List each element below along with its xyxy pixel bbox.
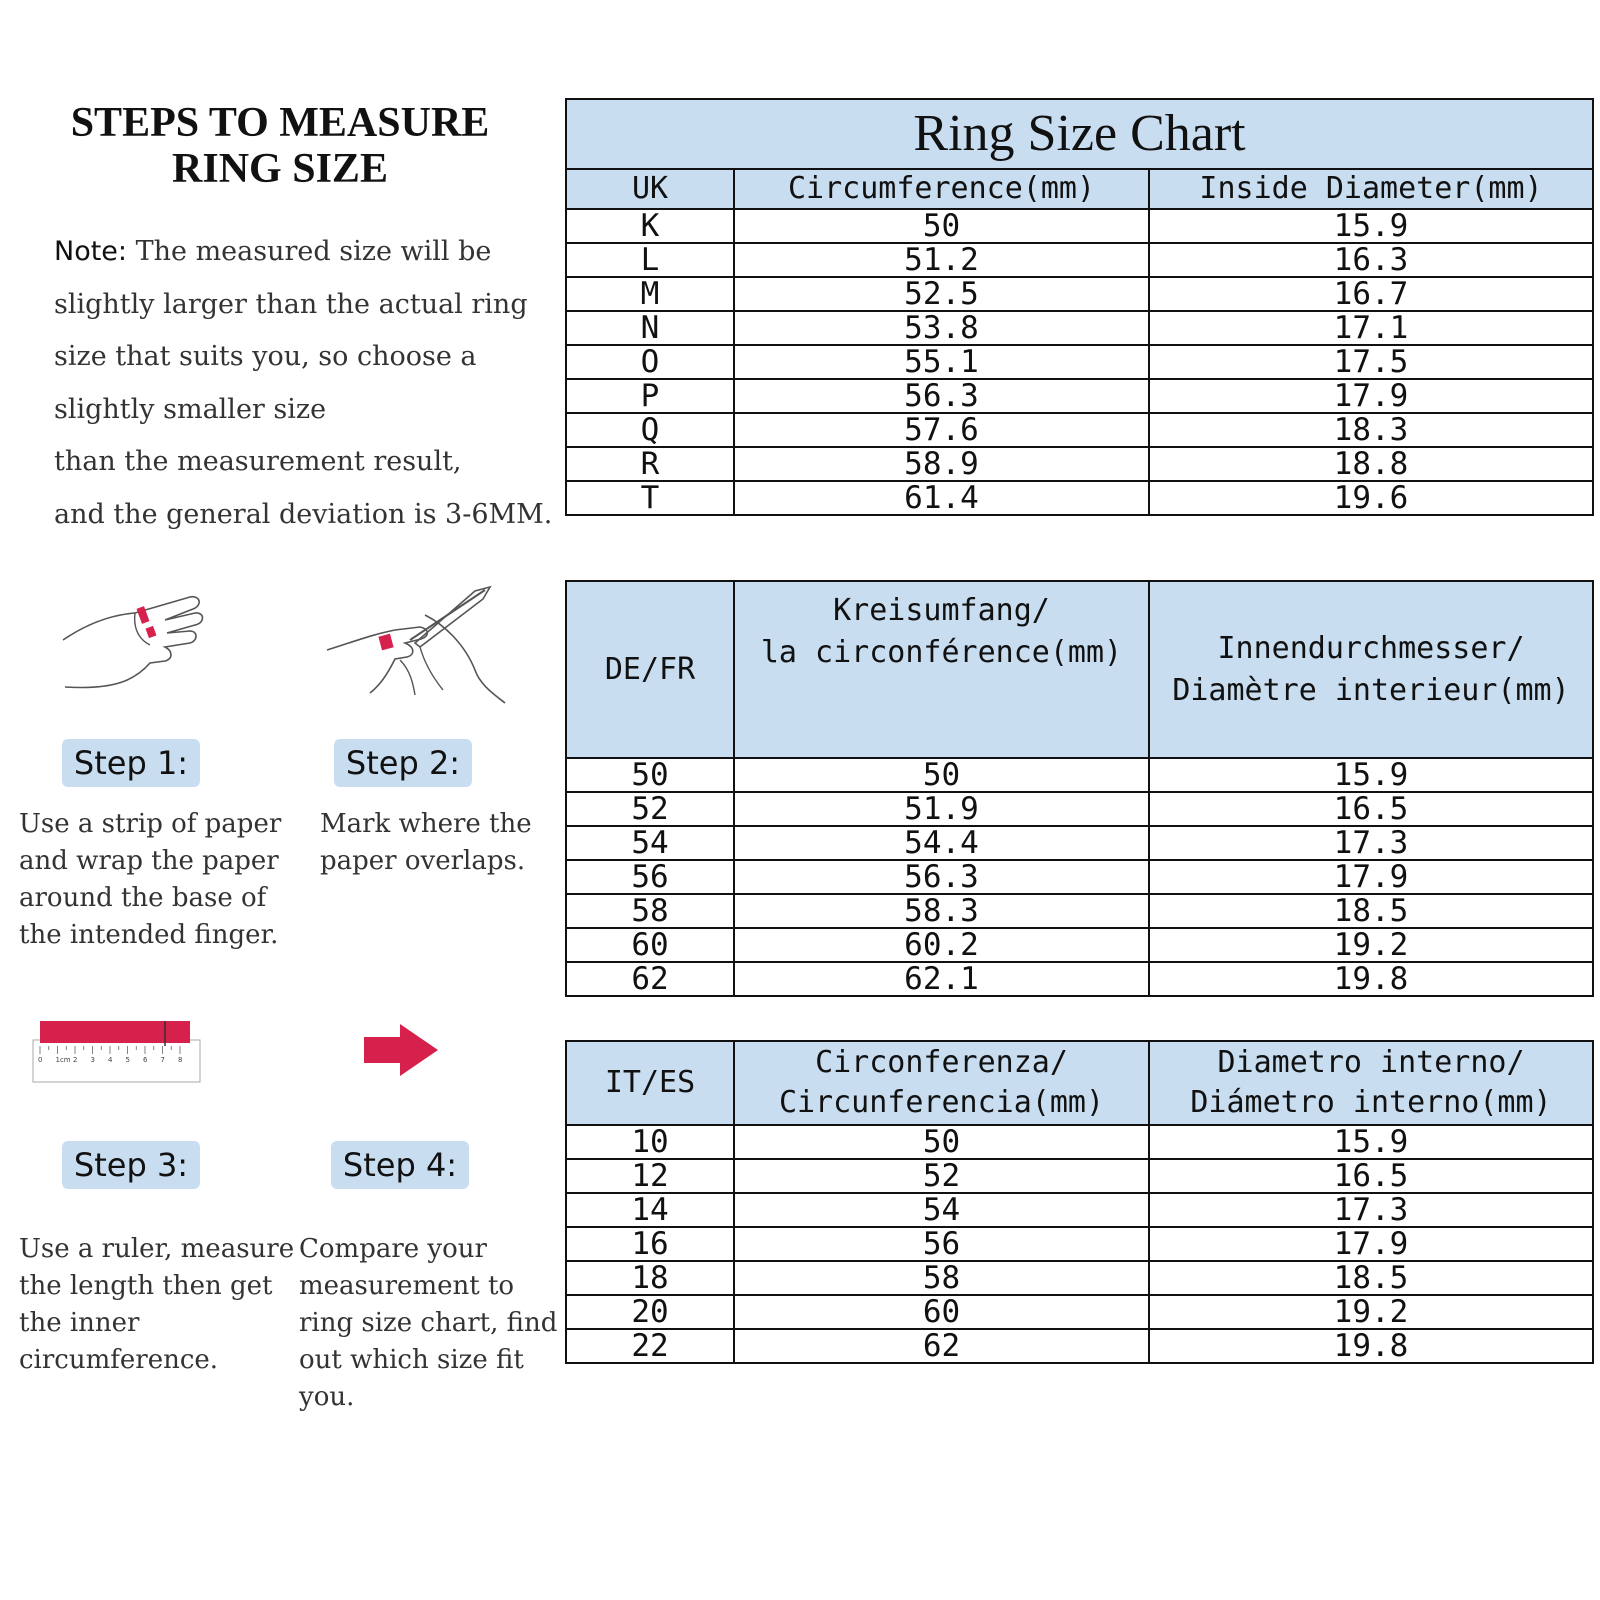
table-cell: 62 [566, 962, 734, 996]
table-cell: 15.9 [1149, 1125, 1593, 1159]
table-cell: 17.5 [1149, 345, 1593, 379]
step-4-description [299, 1231, 557, 1416]
ites-table-body [566, 1125, 1593, 1363]
table-row [566, 345, 1593, 379]
table-cell: Q [566, 413, 734, 447]
page-title [20, 100, 540, 192]
column-header: Innendurchmesser/ Diamètre interieur(mm) [1149, 581, 1593, 758]
table-cell: 50 [566, 758, 734, 792]
table-cell: 17.3 [1149, 1193, 1593, 1227]
table-cell: 55.1 [734, 345, 1149, 379]
table-cell: 52.5 [734, 277, 1149, 311]
ruler-label: 3 [90, 1056, 95, 1064]
table-cell: 50 [734, 758, 1149, 792]
table-cell: 18.3 [1149, 413, 1593, 447]
title-line: STEPS TO MEASURE [70, 100, 490, 146]
table-cell: 51.2 [734, 243, 1149, 277]
table-cell: 14 [566, 1193, 734, 1227]
table-cell: T [566, 481, 734, 515]
column-header: UK [566, 169, 734, 209]
table-cell: 16.5 [1149, 792, 1593, 826]
table-row [566, 792, 1593, 826]
table-row [566, 860, 1593, 894]
table-row [566, 379, 1593, 413]
table-cell: 22 [566, 1329, 734, 1363]
step-desc-line: the inner [19, 1308, 140, 1338]
table-cell: 17.1 [1149, 311, 1593, 345]
table-cell: 61.4 [734, 481, 1149, 515]
table-cell: 58 [734, 1261, 1149, 1295]
table-cell: 16 [566, 1227, 734, 1261]
step-3-description [19, 1231, 294, 1379]
ruler-label: 8 [178, 1056, 183, 1064]
table-cell: 54 [566, 826, 734, 860]
note-text: size that suits you, so choose a [54, 341, 477, 372]
table-row [566, 894, 1593, 928]
table-row [566, 481, 1593, 515]
table-row [566, 826, 1593, 860]
table-cell: R [566, 447, 734, 481]
table-cell: 56 [734, 1227, 1149, 1261]
table-cell: 52 [566, 792, 734, 826]
table-row [566, 928, 1593, 962]
table-cell: 50 [734, 209, 1149, 243]
table-row [566, 413, 1593, 447]
note-paragraph [54, 226, 554, 541]
step-desc-line: Mark where the [320, 809, 532, 839]
step-3-badge: Step 3: [62, 1141, 200, 1189]
column-header: Diametro interno/ Diámetro interno(mm) [1149, 1041, 1593, 1125]
table-cell: 54 [734, 1193, 1149, 1227]
table-row [566, 1261, 1593, 1295]
step-desc-line: the length then get [19, 1271, 273, 1301]
note-text: The measured size will be [135, 236, 492, 267]
table-cell: 56.3 [734, 379, 1149, 413]
table-cell: L [566, 243, 734, 277]
table-cell: 17.9 [1149, 1227, 1593, 1261]
step-2-badge: Step 2: [334, 739, 472, 787]
note-text: slightly smaller size [54, 393, 327, 425]
hand-with-paper-strip-icon [55, 585, 215, 705]
table-row [566, 1193, 1593, 1227]
table-row [566, 758, 1593, 792]
table-cell: 19.2 [1149, 928, 1593, 962]
table-row [566, 1329, 1593, 1363]
table-cell: 62 [734, 1329, 1149, 1363]
defr-size-table [565, 580, 1594, 997]
hand-marking-with-pen-icon [325, 585, 515, 710]
step-desc-line: Use a ruler, measure [19, 1234, 295, 1264]
ites-size-table [565, 1040, 1594, 1364]
table-cell: 62.1 [734, 962, 1149, 996]
table-cell: 51.9 [734, 792, 1149, 826]
table-row [566, 1295, 1593, 1329]
table-cell: 17.3 [1149, 826, 1593, 860]
table-row [566, 1125, 1593, 1159]
table-cell: 56 [566, 860, 734, 894]
ruler-label: 2 [73, 1056, 78, 1064]
table-cell: 18.8 [1149, 447, 1593, 481]
step-1-description [19, 806, 281, 954]
step-2-description [320, 806, 532, 880]
column-header: Circonferenza/ Circunferencia(mm) [734, 1041, 1149, 1125]
table-cell: 10 [566, 1125, 734, 1159]
table-row [566, 447, 1593, 481]
table-cell: 58 [566, 894, 734, 928]
table-row [566, 962, 1593, 996]
table-cell: 19.6 [1149, 481, 1593, 515]
step-1-badge: Step 1: [62, 739, 200, 787]
ruler-label: 7 [160, 1056, 165, 1064]
arrow-right-icon [362, 1022, 440, 1078]
table-cell: 50 [734, 1125, 1149, 1159]
ruler-label: 6 [143, 1056, 148, 1064]
step-desc-line: ring size chart, find [299, 1308, 558, 1338]
table-cell: 56.3 [734, 860, 1149, 894]
table-cell: 16.7 [1149, 277, 1593, 311]
table-cell: 17.9 [1149, 379, 1593, 413]
column-header: Kreisumfang/ la circonférence(mm) [734, 581, 1149, 758]
step-desc-line: the intended finger. [19, 920, 279, 950]
table-cell: 60 [566, 928, 734, 962]
table-cell: 16.3 [1149, 243, 1593, 277]
table-cell: 17.9 [1149, 860, 1593, 894]
ruler-label: 4 [108, 1056, 113, 1064]
table-cell: 60.2 [734, 928, 1149, 962]
step-desc-line: measurement to [299, 1271, 515, 1301]
step-desc-line: Compare your [299, 1234, 487, 1264]
column-header: DE/FR [566, 581, 734, 758]
ruler-label: 1cm [55, 1056, 71, 1064]
step-desc-line: you. [299, 1382, 355, 1412]
table-cell: 18 [566, 1261, 734, 1295]
table-cell: 20 [566, 1295, 734, 1329]
note-text: than the measurement result, [54, 446, 462, 477]
step-4-badge: Step 4: [331, 1141, 469, 1189]
table-cell: O [566, 345, 734, 379]
step-desc-line: circumference. [19, 1345, 219, 1375]
table-cell: 12 [566, 1159, 734, 1193]
note-text: and the general deviation is 3-6MM. [54, 498, 553, 530]
table-cell: 58.9 [734, 447, 1149, 481]
ruler-label: 5 [125, 1056, 130, 1064]
ruler-icon [30, 1018, 205, 1093]
table-cell: 19.8 [1149, 1329, 1593, 1363]
step-desc-line: out which size fit [299, 1345, 524, 1375]
note-text: slightly larger than the actual ring [54, 288, 528, 320]
note-label: Note: [54, 236, 128, 267]
step-desc-line: and wrap the paper [19, 846, 279, 876]
instructions-panel [0, 0, 560, 1600]
table-cell: 19.8 [1149, 962, 1593, 996]
defr-table-body [566, 758, 1593, 996]
ruler-label: 0 [38, 1056, 43, 1064]
table-cell: 57.6 [734, 413, 1149, 447]
table-cell: 15.9 [1149, 758, 1593, 792]
step-desc-line: Use a strip of paper [19, 809, 282, 839]
table-cell: 52 [734, 1159, 1149, 1193]
uk-table-body [566, 209, 1593, 515]
table-cell: 16.5 [1149, 1159, 1593, 1193]
uk-size-table [565, 98, 1594, 516]
step-desc-line: paper overlaps. [320, 846, 526, 876]
table-cell: 58.3 [734, 894, 1149, 928]
column-header: IT/ES [566, 1041, 734, 1125]
table-row [566, 1159, 1593, 1193]
table-cell: 19.2 [1149, 1295, 1593, 1329]
table-cell: K [566, 209, 734, 243]
table-cell: 15.9 [1149, 209, 1593, 243]
table-row [566, 1227, 1593, 1261]
table-row [566, 243, 1593, 277]
table-cell: 60 [734, 1295, 1149, 1329]
chart-title: Ring Size Chart [566, 99, 1593, 169]
table-cell: N [566, 311, 734, 345]
table-row [566, 277, 1593, 311]
title-line: RING SIZE [172, 146, 388, 192]
table-row [566, 311, 1593, 345]
table-cell: M [566, 277, 734, 311]
column-header: Inside Diameter(mm) [1149, 169, 1593, 209]
table-cell: 18.5 [1149, 1261, 1593, 1295]
table-cell: 53.8 [734, 311, 1149, 345]
ring-size-chart [565, 0, 1595, 1600]
table-cell: 54.4 [734, 826, 1149, 860]
table-cell: 18.5 [1149, 894, 1593, 928]
table-row [566, 209, 1593, 243]
step-desc-line: around the base of [19, 883, 267, 913]
table-cell: P [566, 379, 734, 413]
column-header: Circumference(mm) [734, 169, 1149, 209]
